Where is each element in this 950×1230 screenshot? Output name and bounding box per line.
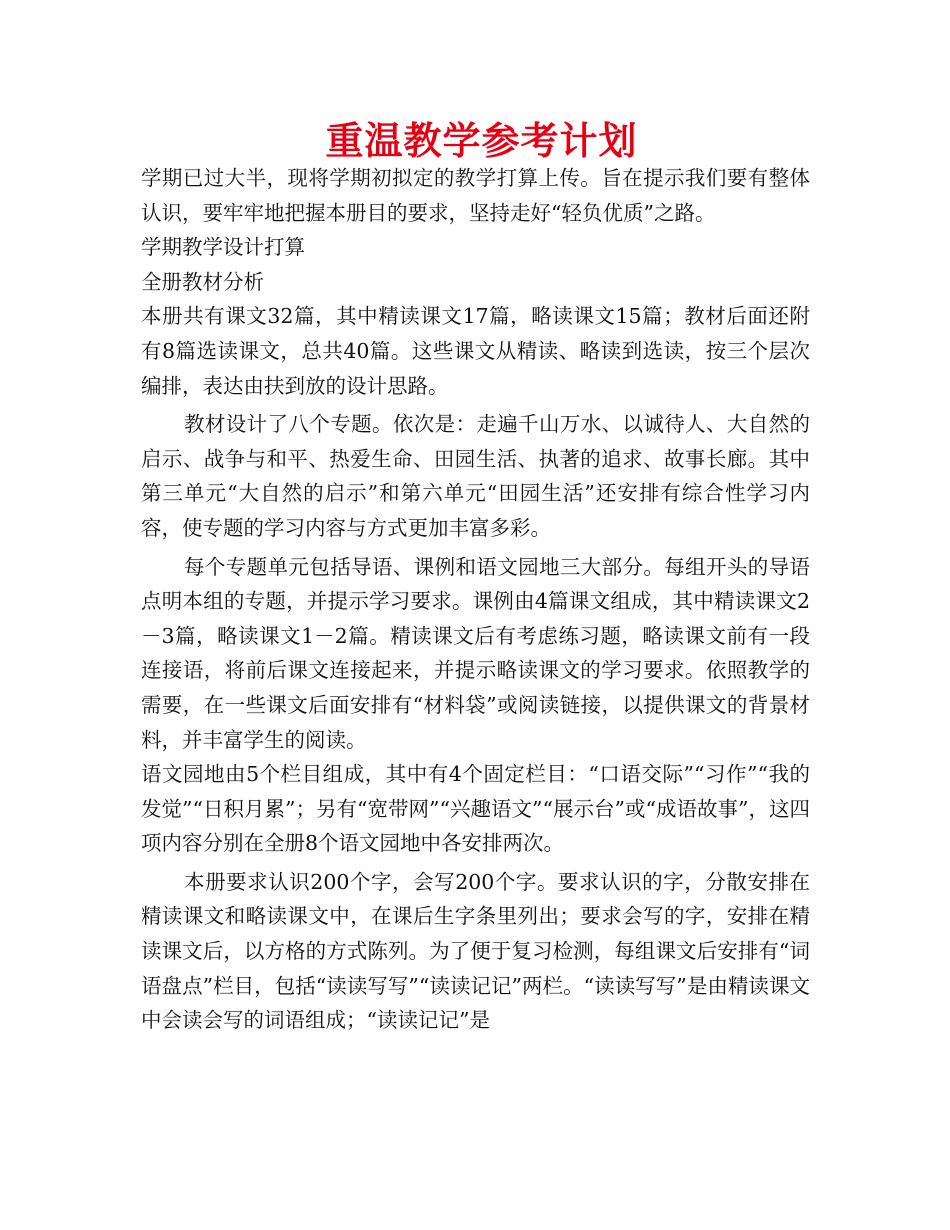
heading-material-analysis: 全册教材分析 (141, 269, 264, 294)
paragraph-chinese-garden: 语文园地由5个栏目组成，其中有4个固定栏目：“口语交际”“习作”“我的发觉”“日积月累”；另有“宽带网”“兴趣语文”“展示台”或“成语故事”，这四项内容分别在全册8个语文园地中各安排两次。 (141, 762, 810, 856)
paragraph-intro: 学期已过大半，现将学期初拟定的教学打算上传。旨在提示我们要有整体认识，要牢牢地把握本册目的要求，坚持走好“轻负优质”之路。 (141, 166, 810, 225)
paragraph-unit-structure: 每个专题单元包括导语、课例和语文园地三大部分。每组开头的导语点明本组的专题，并提示学习要求。课例由4篇课文组成，其中精读课文2－3篇，略读课文1－2篇。精读课文后有考虑练习题，略读课文前有一段连接语，将前后课文连接起来，并提示略读课文的学习要求。依照教学的需要，在一些课文后面安排有“材料袋”或阅读链接，以提供课文的背景材料，并丰富学生的阅读。 (141, 554, 810, 752)
paragraph-topics: 教材设计了八个专题。依次是：走遍千山万水、以诚待人、大自然的启示、战争与和平、热爱生命、田园生活、执著的追求、故事长廊。其中第三单元“大自然的启示”和第六单元“田园生活”还安排有综合性学习内容，使专题的学习内容与方式更加丰富多彩。 (141, 412, 810, 540)
paragraph-character-requirements: 本册要求认识200个字，会写200个字。要求认识的字，分散安排在精读课文和略读课文中，在课后生字条里列出；要求会写的字，安排在精读课文后，以方格的方式陈列。为了便于复习检测，每组课文后安排有“词语盘点”栏目，包括“读读写写”“读读记记”两栏。“读读写写”是由精读课文中会读会写的词语组成；“读读记记”是 (141, 869, 810, 1033)
document-body (141, 161, 810, 1038)
document-title: 重温教学参考计划 (325, 118, 638, 163)
heading-teaching-plan: 学期教学设计打算 (141, 235, 305, 260)
paragraph-lesson-count: 本册共有课文32篇，其中精读课文17篇，略读课文15篇；教材后面还附有8篇选读课文，总共40篇。这些课文从精读、略读到选读，按三个层次编排，表达由扶到放的设计思路。 (141, 304, 810, 398)
